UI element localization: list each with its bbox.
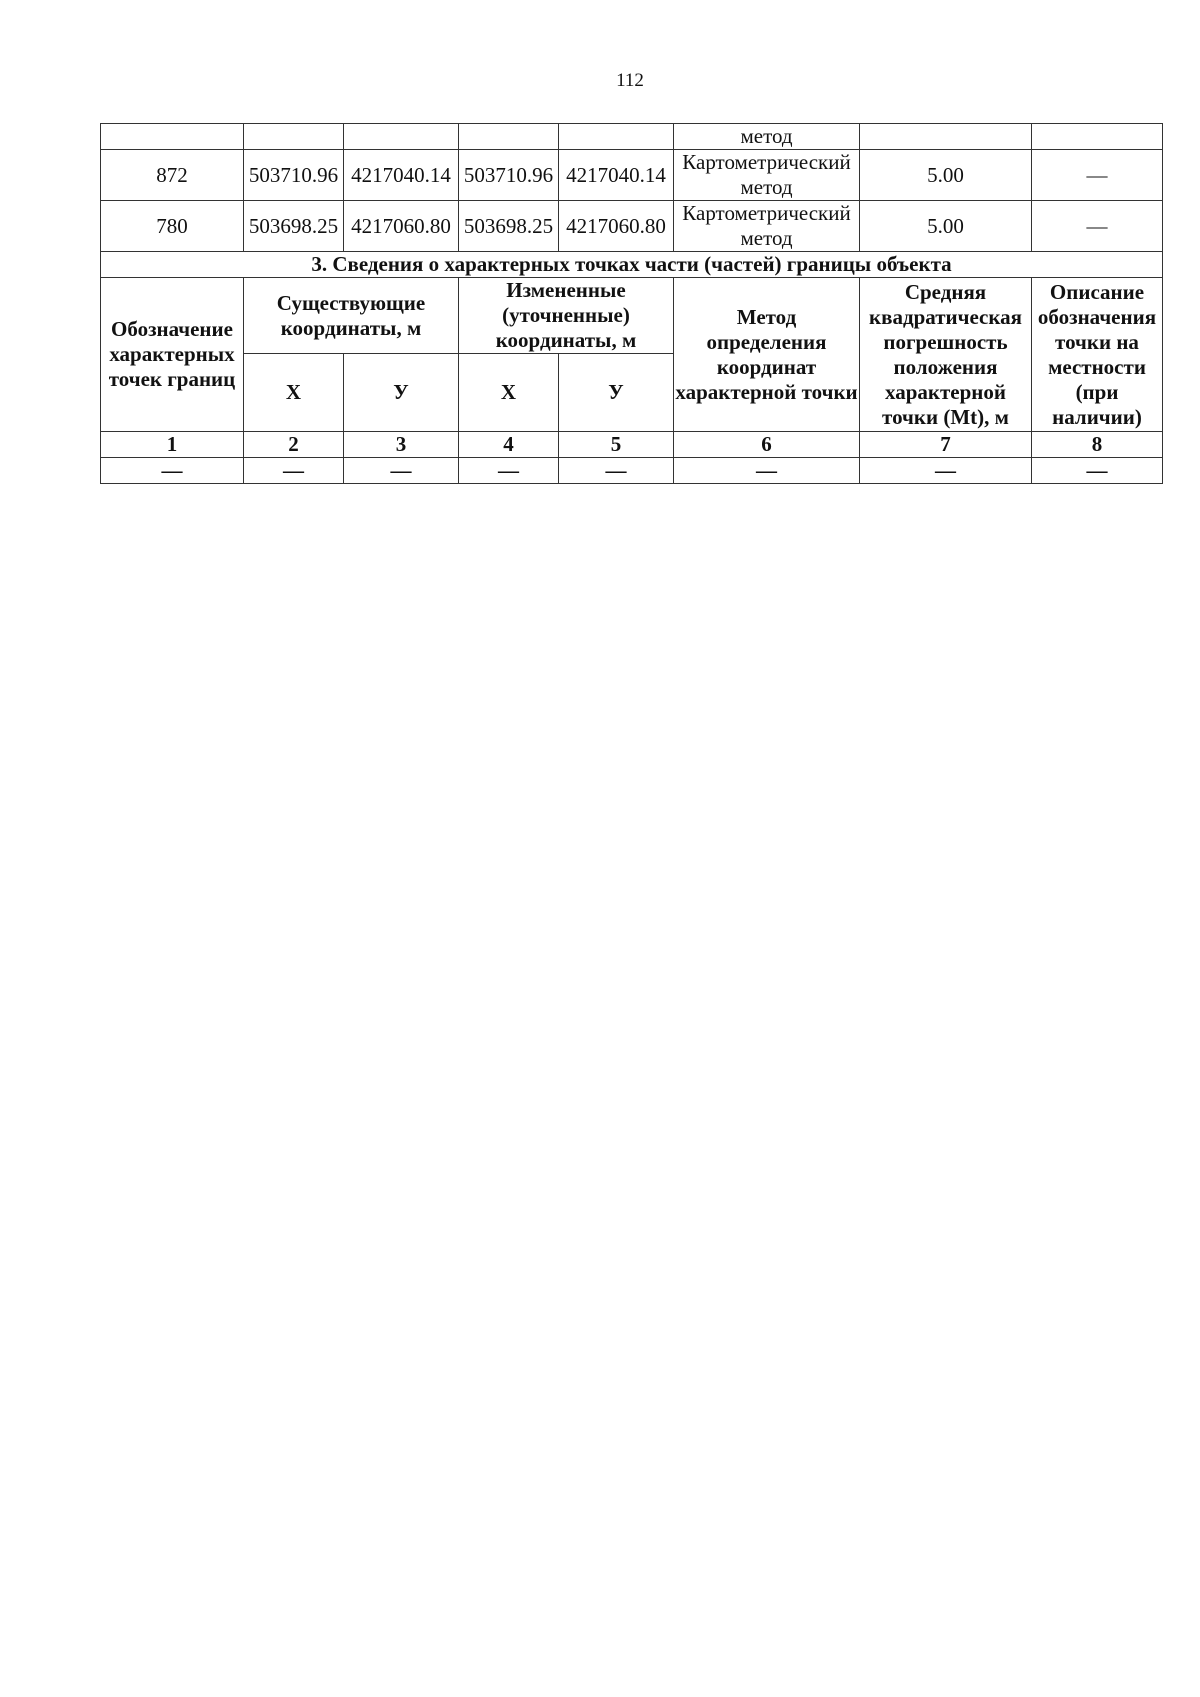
empty-cell: — (1032, 458, 1163, 484)
method-line: Картометрический (682, 150, 851, 174)
table-cell: метод (674, 124, 860, 150)
continuation-row (101, 124, 1163, 150)
column-number: 1 (101, 432, 244, 458)
column-number: 2 (244, 432, 344, 458)
empty-cell: — (344, 458, 459, 484)
table-row (101, 150, 1163, 201)
y-changed: 4217040.14 (559, 150, 674, 201)
header-accuracy: Средняя квадратическая погрешность положения характерной точки (Mt), м (860, 278, 1032, 432)
column-number: 4 (459, 432, 559, 458)
table-cell (559, 124, 674, 150)
table-row (101, 201, 1163, 252)
empty-cell: — (244, 458, 344, 484)
column-numbers-row (101, 432, 1163, 458)
column-number: 3 (344, 432, 459, 458)
y-changed: 4217060.80 (559, 201, 674, 252)
table-cell (344, 124, 459, 150)
y-existing: 4217060.80 (344, 201, 459, 252)
column-number: 6 (674, 432, 860, 458)
description: — (1032, 150, 1163, 201)
table-cell (101, 124, 244, 150)
header-method: Метод определения координат характерной точки (674, 278, 860, 432)
method-cell (674, 201, 860, 252)
empty-cell: — (559, 458, 674, 484)
empty-cell: — (459, 458, 559, 484)
header-y-existing: У (344, 354, 459, 432)
table-cell (860, 124, 1032, 150)
method-line: метод (740, 226, 793, 250)
empty-cell: — (674, 458, 860, 484)
header-changed-coords: Измененные (уточненные) координаты, м (459, 278, 674, 354)
table-cell (244, 124, 344, 150)
table-row (101, 458, 1163, 484)
header-existing-coords: Существующие координаты, м (244, 278, 459, 354)
x-existing: 503698.25 (244, 201, 344, 252)
header-row (101, 278, 1163, 354)
empty-cell: — (101, 458, 244, 484)
method-line: метод (740, 175, 793, 199)
table-cell (1032, 124, 1163, 150)
boundary-points-table (100, 123, 1163, 484)
x-changed: 503698.25 (459, 201, 559, 252)
section-title: 3. Сведения о характерных точках части (частей) границы объекта (101, 252, 1163, 278)
point-number: 872 (101, 150, 244, 201)
x-changed: 503710.96 (459, 150, 559, 201)
method-cell (674, 150, 860, 201)
column-number: 7 (860, 432, 1032, 458)
header-designation: Обозначение характерных точек границ (101, 278, 244, 432)
page-number: 112 (616, 70, 644, 91)
table-cell (459, 124, 559, 150)
header-y-changed: У (559, 354, 674, 432)
x-existing: 503710.96 (244, 150, 344, 201)
description: — (1032, 201, 1163, 252)
section-title-row (101, 252, 1163, 278)
method-line: Картометрический (682, 201, 851, 225)
header-x-existing: X (244, 354, 344, 432)
header-description: Описание обозначения точки на местности (при наличии) (1032, 278, 1163, 432)
point-number: 780 (101, 201, 244, 252)
column-number: 8 (1032, 432, 1163, 458)
column-number: 5 (559, 432, 674, 458)
y-existing: 4217040.14 (344, 150, 459, 201)
header-x-changed: X (459, 354, 559, 432)
accuracy: 5.00 (860, 150, 1032, 201)
empty-cell: — (860, 458, 1032, 484)
accuracy: 5.00 (860, 201, 1032, 252)
